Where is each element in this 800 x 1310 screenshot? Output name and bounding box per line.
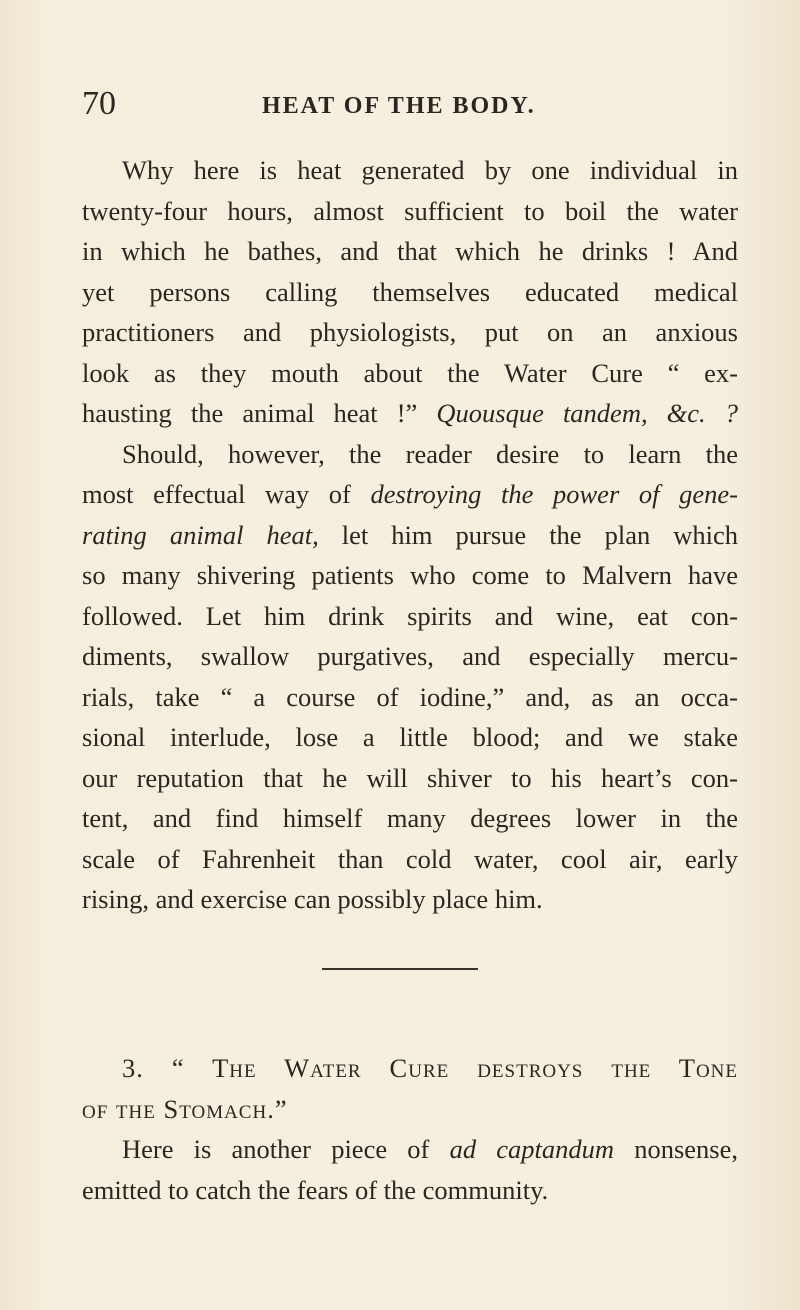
text-segment: most effectual way of — [82, 479, 371, 509]
text-segment: let him pursue the plan which — [318, 519, 739, 550]
section-heading-cont: of the Stomach.” — [82, 1093, 288, 1124]
text-segment: nonsense, — [614, 1134, 738, 1164]
text-line: so many shivering patients who come to Malvern have — [82, 560, 738, 590]
text-line — [82, 1129, 738, 1170]
page-number: 70 — [82, 85, 116, 122]
text-line: followed. Let him drink spirits and wine, eat con- — [82, 600, 738, 631]
text-line: in which he bathes, and that which he drinks ! And — [82, 236, 738, 266]
text-line: emitted to catch the fears of the community. — [82, 1174, 549, 1205]
body-text — [82, 150, 738, 920]
text-line — [82, 474, 738, 515]
text-line: Why here is heat generated by one individual in — [122, 155, 738, 185]
latin-phrase: ad captandum — [449, 1134, 615, 1164]
running-head: HEAT OF THE BODY. — [262, 93, 536, 119]
page-header — [82, 84, 742, 124]
text-line: look as they mouth about the Water Cure “ ex- — [82, 357, 738, 388]
section-heading: 3. “ The Water Cure destroys the Tone — [122, 1053, 738, 1083]
text-line: rising, and exercise can possibly place him. — [82, 884, 543, 914]
text-line: sional interlude, lose a little blood; and we stake — [82, 722, 738, 752]
text-line: Should, however, the reader desire to learn the — [122, 438, 738, 469]
text-line: scale of Fahrenheit than cold water, cool air, early — [82, 843, 738, 874]
text-line — [82, 515, 738, 556]
text-line: diments, swallow purgatives, and especially mercu- — [82, 641, 738, 671]
text-segment: Here is another piece of — [122, 1134, 450, 1164]
italic-phrase: rating animal heat, — [82, 519, 319, 550]
text-line: our reputation that he will shiver to his heart’s con- — [82, 762, 738, 793]
text-line: yet persons calling themselves educated medical — [82, 276, 738, 307]
text-line: twenty-four hours, almost sufficient to boil the water — [82, 195, 738, 226]
section-3 — [82, 1048, 738, 1210]
text-line: rials, take “ a course of iodine,” and, as an occa- — [82, 681, 738, 712]
latin-phrase: Quousque tandem, &c. ? — [436, 398, 738, 428]
text-segment: hausting the animal heat !” — [82, 398, 437, 428]
section-divider — [322, 968, 478, 970]
italic-phrase: destroying the power of gene- — [370, 479, 738, 509]
text-line: practitioners and physiologists, put on an anxious — [82, 317, 738, 347]
text-line — [82, 393, 738, 434]
text-line: tent, and find himself many degrees lower in the — [82, 803, 738, 833]
